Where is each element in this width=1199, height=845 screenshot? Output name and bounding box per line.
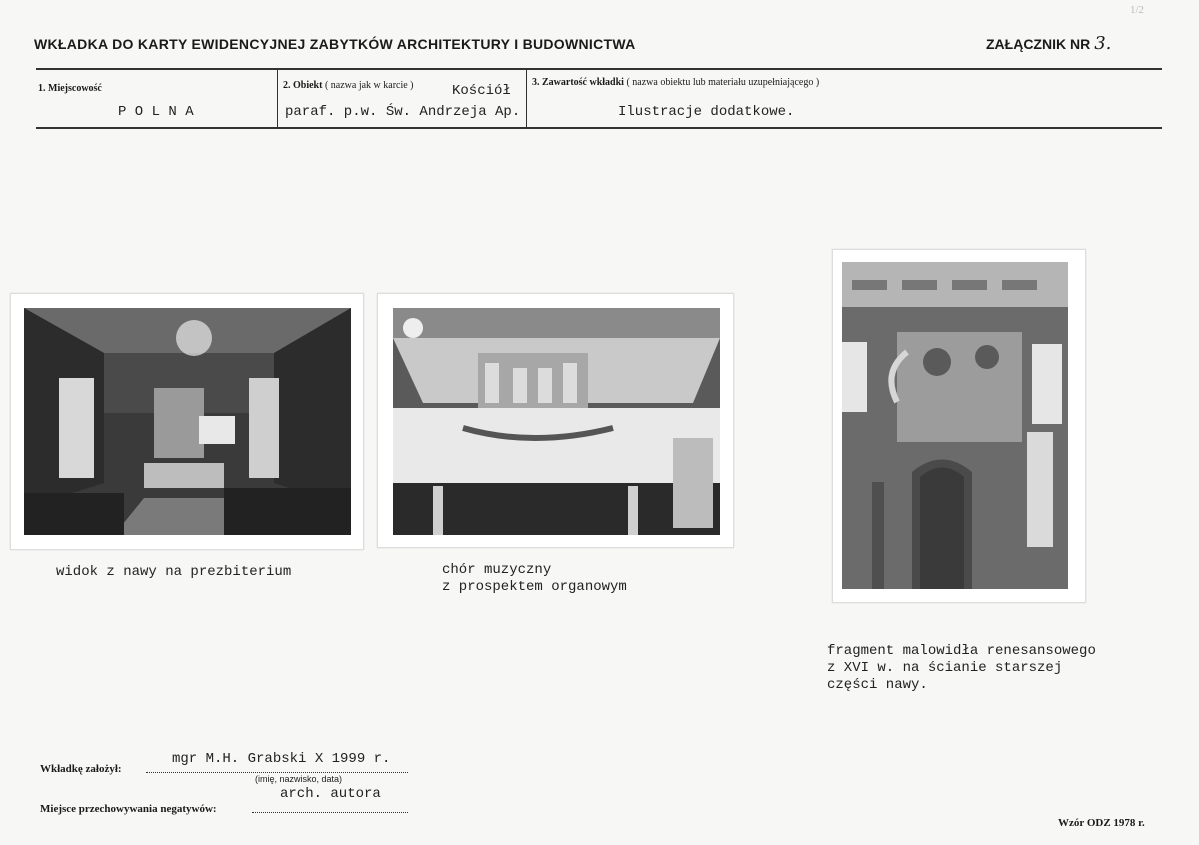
photo-wall-painting	[842, 262, 1068, 589]
object-value-line2: paraf. p.w. Św. Andrzeja Ap.	[285, 104, 521, 120]
negatives-dotted-line	[252, 812, 408, 813]
contents-label-hint: ( nazwa obiektu lub materiału uzupełniającego )	[626, 77, 820, 88]
object-label-hint: ( nazwa jak w karcie )	[324, 80, 414, 91]
locality-value: P O L N A	[118, 104, 194, 120]
attachment-label: ZAŁĄCZNIK NR	[986, 36, 1091, 52]
caption-painting-line1: fragment malowidła renesansowego	[827, 643, 1096, 659]
author-dotted-line	[146, 772, 408, 773]
contents-value: Ilustracje dodatkowe.	[618, 104, 795, 120]
author-hint: (imię, nazwisko, data)	[255, 774, 343, 784]
form-title: WKŁADKA DO KARTY EWIDENCYJNEJ ZABYTKÓW ARCHITEKTURY I BUDOWNICTWA	[34, 36, 636, 52]
caption-organ-line1: chór muzyczny	[442, 562, 552, 578]
object-value-line1: Kościół	[452, 83, 511, 99]
photo-nave-interior	[24, 308, 351, 535]
field-divider-1	[277, 70, 278, 128]
negatives-value: arch. autora	[280, 786, 381, 802]
negatives-label: Miejsce przechowywania negatywów:	[40, 803, 217, 815]
field-divider-2	[526, 70, 527, 128]
organ-photo-art	[393, 308, 720, 535]
corner-pencil-mark: 1/2	[1130, 4, 1145, 16]
attachment-value: 3.	[1094, 33, 1112, 54]
caption-organ-line2: z prospektem organowym	[442, 579, 627, 595]
contents-label-text: 3. Zawartość wkładki	[532, 77, 624, 88]
attachment-number	[986, 33, 1111, 54]
header-top-rule	[36, 68, 1162, 70]
nave-photo-art	[24, 308, 351, 535]
author-label: Wkładkę założył:	[40, 763, 122, 775]
painting-photo-art	[842, 262, 1068, 589]
caption-painting-line2: z XVI w. na ścianie starszej	[827, 660, 1063, 676]
contents-label	[532, 77, 819, 88]
caption-painting-line3: części nawy.	[827, 677, 928, 693]
photo-organ-loft	[393, 308, 720, 535]
caption-nave: widok z nawy na prezbiterium	[56, 564, 292, 580]
author-value: mgr M.H. Grabski X 1999 r.	[172, 751, 391, 767]
object-label-text: 2. Obiekt	[283, 80, 323, 91]
form-model: Wzór ODZ 1978 r.	[1058, 817, 1145, 829]
object-label	[283, 80, 414, 91]
locality-label: 1. Miejscowość	[38, 83, 102, 94]
header-bottom-rule	[36, 127, 1162, 129]
